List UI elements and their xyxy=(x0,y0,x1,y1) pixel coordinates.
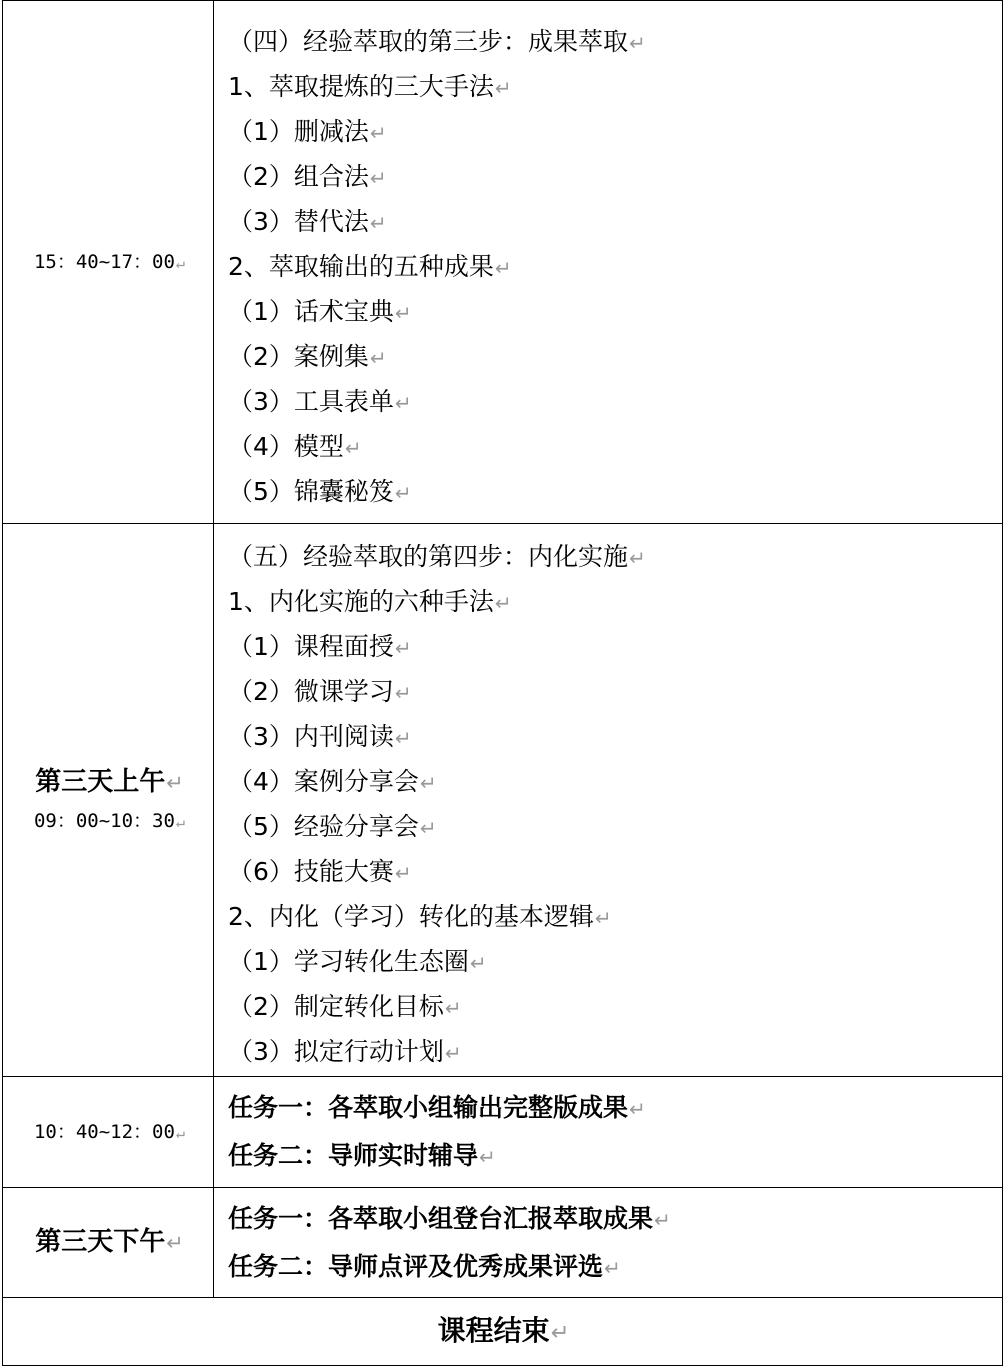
content-line: 2、萃取输出的五种成果↵ xyxy=(228,252,512,281)
content-line: 1、内化实施的六种手法↵ xyxy=(228,587,512,616)
row4-time-cell xyxy=(5,1188,214,1297)
content-line: （4）模型↵ xyxy=(228,432,362,461)
content-line: （4）案例分享会↵ xyxy=(228,767,437,796)
content-line: （1）删减法↵ xyxy=(228,117,387,146)
content-line: 2、内化（学习）转化的基本逻辑↵ xyxy=(228,902,612,931)
content-line: （2）微课学习↵ xyxy=(228,677,412,706)
course-end-cell xyxy=(5,1298,1002,1365)
row3-content-cell xyxy=(216,1077,1002,1187)
content-line: （1）学习转化生态圈↵ xyxy=(228,947,487,976)
content-line: （6）技能大赛↵ xyxy=(228,857,412,886)
day-label: 第三天上午↵ xyxy=(35,767,184,797)
table-bottom-border xyxy=(2,1365,1003,1366)
row2-content-cell xyxy=(216,534,1002,1074)
content-line: （2）组合法↵ xyxy=(228,162,387,191)
content-line: （3）拟定行动计划↵ xyxy=(228,1037,462,1066)
row1-content-cell xyxy=(216,19,1002,514)
content-line: （2）制定转化目标↵ xyxy=(228,992,462,1021)
row1-time-cell xyxy=(5,1,214,523)
task-line: 任务一：各萃取小组输出完整版成果↵ xyxy=(228,1093,646,1122)
row3-time-cell xyxy=(5,1077,214,1187)
content-line: （3）工具表单↵ xyxy=(228,387,412,416)
task-line: 任务二：导师实时辅导↵ xyxy=(228,1141,496,1170)
table-left-border xyxy=(2,0,3,1366)
content-line: 1、萃取提炼的三大手法↵ xyxy=(228,72,512,101)
table-right-border xyxy=(1002,0,1003,1366)
content-line: （3）内刊阅读↵ xyxy=(228,722,412,751)
schedule-table xyxy=(2,0,1003,1366)
content-line: （3）替代法↵ xyxy=(228,207,387,236)
task-line: 任务二：导师点评及优秀成果评选↵ xyxy=(228,1251,621,1281)
time-label: 15：40~17：00↵ xyxy=(33,250,186,273)
content-line: （五）经验萃取的第四步：内化实施↵ xyxy=(228,542,646,571)
course-end-label: 课程结束↵ xyxy=(437,1313,570,1347)
day-label: 第三天下午↵ xyxy=(35,1227,184,1257)
content-line: （2）案例集↵ xyxy=(228,342,387,371)
time-label: 09：00~10：30↵ xyxy=(33,810,186,832)
content-line: （5）锦囊秘笈↵ xyxy=(228,477,412,506)
content-line: （四）经验萃取的第三步：成果萃取↵ xyxy=(228,27,646,56)
time-label: 10：40~12：00↵ xyxy=(33,1120,186,1143)
row2-time-cell xyxy=(5,524,214,1076)
content-line: （5）经验分享会↵ xyxy=(228,812,437,841)
task-line: 任务一：各萃取小组登台汇报萃取成果↵ xyxy=(228,1203,671,1233)
row4-content-cell xyxy=(216,1188,1002,1297)
content-line: （1）话术宝典↵ xyxy=(228,297,412,326)
content-line: （1）课程面授↵ xyxy=(228,632,412,661)
